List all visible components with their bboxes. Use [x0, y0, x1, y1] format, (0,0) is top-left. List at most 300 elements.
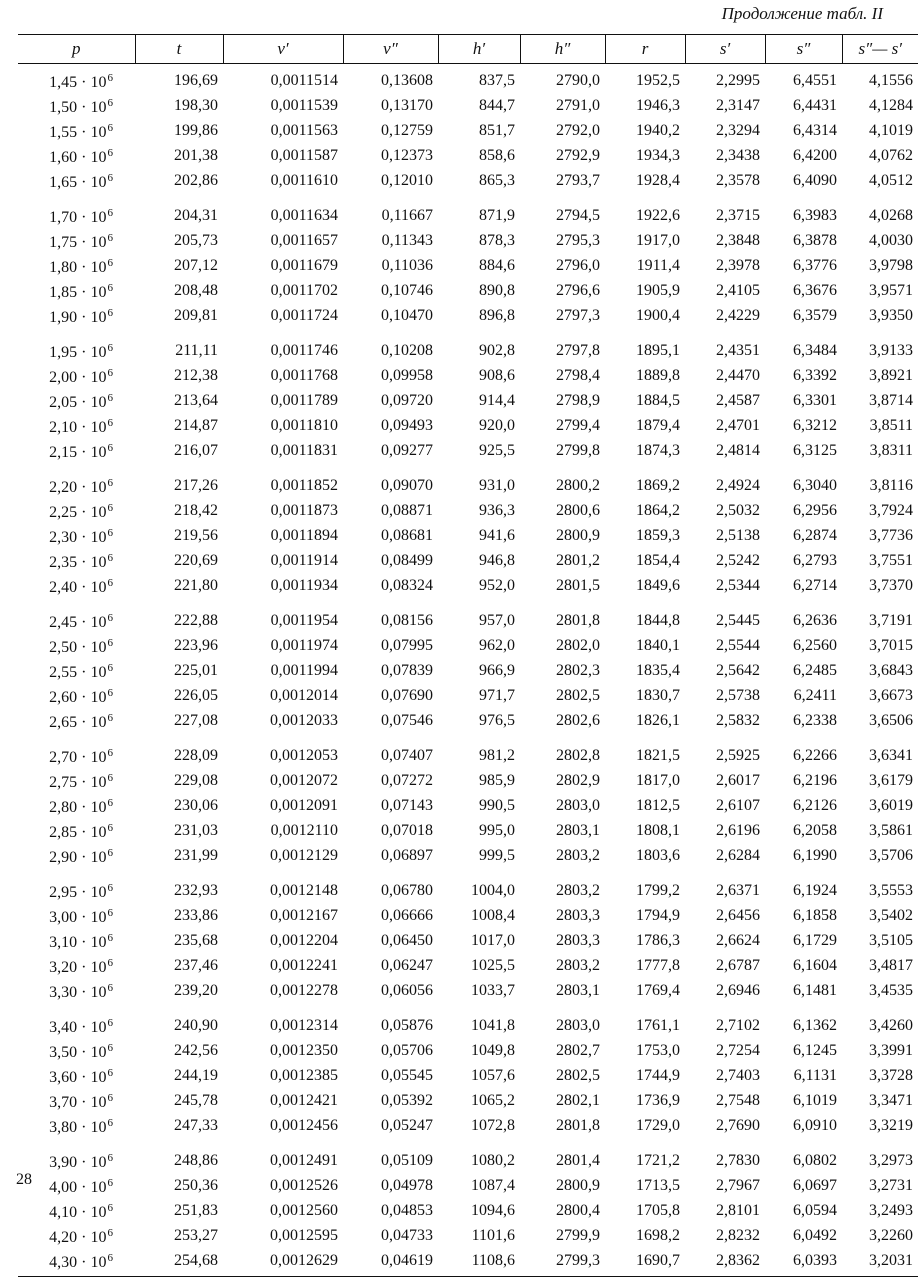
pressure-mantissa: 2,40 · 10 [49, 579, 107, 596]
cell-s-double-prime: 6,2560 [793, 636, 837, 654]
table-row [18, 118, 918, 143]
cell-v-double-prime: 0,08499 [381, 551, 433, 569]
cell-v-prime: 0,0012033 [270, 711, 338, 729]
pressure-exponent: 6 [107, 207, 113, 219]
cell-v-prime: 0,0011634 [270, 206, 338, 224]
pressure-mantissa: 3,50 · 10 [49, 1044, 107, 1061]
cell-s-difference: 3,3728 [869, 1066, 913, 1084]
cell-v-double-prime: 0,07546 [381, 711, 433, 729]
cell-h-prime: 1065,2 [471, 1091, 515, 1109]
table-row [18, 818, 918, 843]
pressure-exponent: 6 [107, 367, 113, 379]
cell-h-double-prime: 2802,9 [556, 771, 600, 789]
cell-s-double-prime: 6,0697 [793, 1176, 837, 1194]
cell-s-double-prime: 6,3392 [793, 366, 837, 384]
cell-s-difference: 3,3219 [869, 1116, 913, 1134]
pressure-exponent: 6 [107, 1252, 113, 1264]
cell-s-double-prime: 6,2793 [793, 551, 837, 569]
cell-r: 1777,8 [636, 956, 680, 974]
cell-v-double-prime: 0,12373 [381, 146, 433, 164]
cell-s-prime: 2,5544 [716, 636, 760, 654]
cell-h-double-prime: 2801,4 [556, 1151, 600, 1169]
pressure-exponent: 6 [107, 282, 113, 294]
cell-s-double-prime: 6,0492 [793, 1226, 837, 1244]
cell-v-double-prime: 0,04978 [381, 1176, 433, 1194]
pressure-exponent: 6 [107, 72, 113, 84]
cell-s-prime: 2,8101 [716, 1201, 760, 1219]
cell-s-prime: 2,6787 [716, 956, 760, 974]
cell-h-prime: 1025,5 [471, 956, 515, 974]
cell-v-double-prime: 0,06056 [381, 981, 433, 999]
cell-pressure [18, 733, 135, 768]
table-row [18, 868, 918, 903]
cell-v-prime: 0,0011657 [270, 231, 338, 249]
cell-r: 1736,9 [636, 1091, 680, 1109]
pressure-mantissa: 3,00 · 10 [49, 909, 107, 926]
cell-v-prime: 0,0011810 [270, 416, 338, 434]
cell-t: 237,46 [174, 956, 218, 974]
table-row [18, 573, 918, 598]
cell-v-prime: 0,0011954 [270, 611, 338, 629]
cell-h-prime: 844,7 [479, 96, 515, 114]
pressure-exponent: 6 [107, 442, 113, 454]
cell-v-double-prime: 0,09070 [381, 476, 433, 494]
pressure-mantissa: 2,50 · 10 [49, 639, 107, 656]
cell-s-prime: 2,7254 [716, 1041, 760, 1059]
pressure-mantissa: 2,65 · 10 [49, 714, 107, 731]
pressure-exponent: 6 [107, 477, 113, 489]
pressure-mantissa: 4,30 · 10 [49, 1254, 107, 1271]
cell-h-prime: 914,4 [479, 391, 515, 409]
col-header-t: t [135, 35, 223, 64]
table-row [18, 168, 918, 193]
pressure-exponent: 6 [107, 1042, 113, 1054]
cell-r: 1826,1 [636, 711, 680, 729]
cell-h-prime: 884,6 [479, 256, 515, 274]
cell-v-prime: 0,0011679 [270, 256, 338, 274]
cell-h-double-prime: 2800,9 [556, 1176, 600, 1194]
table-continuation-caption: Продолжение табл. II [721, 4, 883, 23]
cell-s-prime: 2,6371 [716, 881, 760, 899]
cell-s-prime: 2,3294 [716, 121, 760, 139]
table-row [18, 523, 918, 548]
cell-v-prime: 0,0012148 [270, 881, 338, 899]
cell-h-prime: 995,0 [479, 821, 515, 839]
cell-s-prime: 2,7548 [716, 1091, 760, 1109]
cell-r: 1830,7 [636, 686, 680, 704]
cell-pressure [18, 928, 135, 953]
cell-v-prime: 0,0012204 [270, 931, 338, 949]
cell-s-double-prime: 6,0910 [793, 1116, 837, 1134]
cell-pressure [18, 328, 135, 363]
cell-v-prime: 0,0011724 [270, 306, 338, 324]
cell-h-double-prime: 2799,4 [556, 416, 600, 434]
cell-s-prime: 2,6946 [716, 981, 760, 999]
cell-pressure [18, 413, 135, 438]
cell-v-double-prime: 0,07272 [381, 771, 433, 789]
cell-r: 1864,2 [636, 501, 680, 519]
cell-s-difference: 3,7551 [869, 551, 913, 569]
cell-s-prime: 2,5344 [716, 576, 760, 594]
cell-t: 211,11 [175, 341, 218, 359]
cell-t: 231,99 [174, 846, 218, 864]
cell-v-prime: 0,0012385 [270, 1066, 338, 1084]
cell-pressure [18, 438, 135, 463]
cell-s-double-prime: 6,3125 [793, 441, 837, 459]
pressure-mantissa: 2,60 · 10 [49, 689, 107, 706]
cell-h-double-prime: 2802,0 [556, 636, 600, 654]
pressure-exponent: 6 [107, 847, 113, 859]
cell-h-double-prime: 2799,3 [520, 1248, 605, 1277]
cell-s-difference: 4,0762 [869, 146, 913, 164]
cell-t: 222,88 [174, 611, 218, 629]
cell-t: 207,12 [174, 256, 218, 274]
cell-h-prime: 962,0 [479, 636, 515, 654]
cell-r: 1808,1 [636, 821, 680, 839]
pressure-exponent: 6 [107, 882, 113, 894]
cell-t: 202,86 [174, 171, 218, 189]
pressure-mantissa: 1,55 · 10 [49, 124, 107, 141]
cell-h-double-prime: 2796,0 [556, 256, 600, 274]
cell-s-prime: 2,6196 [716, 821, 760, 839]
col-header-v-double-prime: v″ [343, 35, 438, 64]
pressure-exponent: 6 [107, 417, 113, 429]
cell-v-prime: 0,0012314 [270, 1016, 338, 1034]
cell-h-double-prime: 2800,9 [556, 526, 600, 544]
table-row [18, 953, 918, 978]
table-row [18, 498, 918, 523]
cell-pressure [18, 1113, 135, 1138]
pressure-exponent: 6 [107, 122, 113, 134]
cell-h-prime: 999,5 [479, 846, 515, 864]
pressure-mantissa: 3,40 · 10 [49, 1019, 107, 1036]
cell-h-double-prime: 2796,6 [556, 281, 600, 299]
cell-s-difference: 3,2031 [842, 1248, 918, 1277]
cell-h-double-prime: 2795,3 [556, 231, 600, 249]
cell-v-double-prime: 0,09493 [381, 416, 433, 434]
cell-s-prime: 2,5925 [716, 746, 760, 764]
cell-v-prime: 0,0012595 [270, 1226, 338, 1244]
cell-h-double-prime: 2802,1 [556, 1091, 600, 1109]
pressure-mantissa: 2,15 · 10 [49, 444, 107, 461]
cell-s-prime: 2,5445 [716, 611, 760, 629]
cell-h-double-prime: 2797,3 [556, 306, 600, 324]
cell-s-double-prime: 6,4090 [793, 171, 837, 189]
cell-s-difference: 3,5706 [869, 846, 913, 864]
pressure-exponent: 6 [107, 577, 113, 589]
cell-s-double-prime: 6,1604 [793, 956, 837, 974]
table-row [18, 68, 918, 93]
pressure-mantissa: 3,70 · 10 [49, 1094, 107, 1111]
cell-r: 1803,6 [636, 846, 680, 864]
pressure-mantissa: 1,70 · 10 [49, 209, 107, 226]
cell-h-double-prime: 2792,0 [556, 121, 600, 139]
table-row [18, 843, 918, 868]
cell-v-prime: 0,0012091 [270, 796, 338, 814]
cell-h-double-prime: 2802,8 [556, 746, 600, 764]
cell-t: 208,48 [174, 281, 218, 299]
cell-v-double-prime: 0,10208 [381, 341, 433, 359]
cell-r: 1786,3 [636, 931, 680, 949]
cell-h-double-prime: 2802,3 [556, 661, 600, 679]
cell-h-prime: 985,9 [479, 771, 515, 789]
cell-s-prime: 2,3715 [716, 206, 760, 224]
cell-pressure [18, 143, 135, 168]
cell-pressure [18, 868, 135, 903]
cell-s-double-prime: 6,2714 [793, 576, 837, 594]
cell-h-double-prime: 2802,5 [556, 1066, 600, 1084]
cell-h-prime: 1041,8 [471, 1016, 515, 1034]
cell-t: 227,08 [174, 711, 218, 729]
cell-t: 250,36 [174, 1176, 218, 1194]
cell-s-difference: 3,2731 [869, 1176, 913, 1194]
cell-r: 1917,0 [636, 231, 680, 249]
pressure-exponent: 6 [107, 257, 113, 269]
pressure-exponent: 6 [107, 307, 113, 319]
steam-properties-table [18, 34, 918, 1277]
cell-s-double-prime: 6,1990 [793, 846, 837, 864]
cell-s-double-prime: 6,4200 [793, 146, 837, 164]
cell-s-difference: 4,1284 [869, 96, 913, 114]
cell-v-prime: 0,0011894 [270, 526, 338, 544]
pressure-mantissa: 1,65 · 10 [49, 174, 107, 191]
table-row [18, 388, 918, 413]
cell-v-double-prime: 0,05109 [381, 1151, 433, 1169]
cell-h-double-prime: 2797,8 [556, 341, 600, 359]
cell-t: 221,80 [174, 576, 218, 594]
cell-v-double-prime: 0,08156 [381, 611, 433, 629]
cell-h-double-prime: 2801,8 [556, 1116, 600, 1134]
cell-pressure [18, 708, 135, 733]
pressure-exponent: 6 [107, 232, 113, 244]
cell-v-double-prime: 0,07407 [381, 746, 433, 764]
cell-h-double-prime: 2803,2 [556, 956, 600, 974]
cell-r: 1895,1 [636, 341, 680, 359]
cell-v-double-prime: 0,05392 [381, 1091, 433, 1109]
pressure-mantissa: 2,55 · 10 [49, 664, 107, 681]
pressure-mantissa: 2,85 · 10 [49, 824, 107, 841]
cell-v-prime: 0,0011746 [270, 341, 338, 359]
cell-s-double-prime: 6,1131 [793, 1066, 837, 1084]
table-row [18, 658, 918, 683]
table-row [18, 413, 918, 438]
table-row [18, 793, 918, 818]
cell-r: 1761,1 [636, 1016, 680, 1034]
cell-s-double-prime: 6,4314 [793, 121, 837, 139]
table-row [18, 903, 918, 928]
cell-pressure [18, 303, 135, 328]
cell-h-prime: 890,8 [479, 281, 515, 299]
cell-s-double-prime: 6,2411 [793, 686, 837, 704]
pressure-mantissa: 4,20 · 10 [49, 1229, 107, 1246]
cell-pressure [18, 498, 135, 523]
cell-h-prime: 990,5 [479, 796, 515, 814]
cell-v-prime: 0,0011539 [270, 96, 338, 114]
pressure-exponent: 6 [107, 1067, 113, 1079]
col-header-s-difference: s″— s′ [842, 35, 918, 64]
cell-t: 205,73 [174, 231, 218, 249]
cell-h-prime: 1057,6 [471, 1066, 515, 1084]
cell-h-prime: 931,0 [479, 476, 515, 494]
cell-r: 1940,2 [636, 121, 680, 139]
cell-h-double-prime: 2800,2 [556, 476, 600, 494]
cell-pressure [18, 658, 135, 683]
cell-r: 1911,4 [636, 256, 680, 274]
cell-v-double-prime: 0,07839 [381, 661, 433, 679]
cell-v-double-prime: 0,04619 [343, 1248, 438, 1277]
cell-pressure [18, 68, 135, 93]
cell-h-prime: 871,9 [479, 206, 515, 224]
table-row [18, 1173, 918, 1198]
cell-s-difference: 3,6019 [869, 796, 913, 814]
table-row [18, 463, 918, 498]
pressure-mantissa: 1,60 · 10 [49, 149, 107, 166]
cell-pressure [18, 228, 135, 253]
cell-h-double-prime: 2803,2 [556, 881, 600, 899]
cell-h-prime: 837,5 [479, 71, 515, 89]
table-row [18, 768, 918, 793]
cell-v-prime: 0,0012129 [270, 846, 338, 864]
cell-t: 242,56 [174, 1041, 218, 1059]
cell-s-difference: 4,0030 [869, 231, 913, 249]
cell-h-prime: 981,2 [479, 746, 515, 764]
cell-r: 1889,8 [636, 366, 680, 384]
cell-v-double-prime: 0,13170 [381, 96, 433, 114]
cell-s-double-prime: 6,0594 [793, 1201, 837, 1219]
cell-s-double-prime: 6,4431 [793, 96, 837, 114]
cell-r: 1905,9 [636, 281, 680, 299]
table-body [18, 64, 918, 1277]
cell-s-difference: 4,1019 [869, 121, 913, 139]
cell-s-difference: 3,9350 [869, 306, 913, 324]
cell-t: 220,69 [174, 551, 218, 569]
pressure-mantissa: 3,80 · 10 [49, 1119, 107, 1136]
cell-v-double-prime: 0,09277 [381, 441, 433, 459]
cell-v-prime: 0,0012278 [270, 981, 338, 999]
cell-r: 1900,4 [636, 306, 680, 324]
cell-s-prime: 2,6284 [716, 846, 760, 864]
cell-r: 1817,0 [636, 771, 680, 789]
cell-s-prime: 2,6624 [716, 931, 760, 949]
cell-s-difference: 3,7736 [869, 526, 913, 544]
cell-s-difference: 3,6179 [869, 771, 913, 789]
table-row [18, 1003, 918, 1038]
cell-s-prime: 2,4587 [716, 391, 760, 409]
cell-r: 1753,0 [636, 1041, 680, 1059]
cell-v-double-prime: 0,13608 [381, 71, 433, 89]
cell-s-prime: 2,7102 [716, 1016, 760, 1034]
cell-pressure [18, 978, 135, 1003]
pressure-mantissa: 1,80 · 10 [49, 259, 107, 276]
cell-h-prime: 925,5 [479, 441, 515, 459]
cell-t: 239,20 [174, 981, 218, 999]
cell-s-prime: 2,5738 [716, 686, 760, 704]
cell-s-difference: 3,5553 [869, 881, 913, 899]
cell-h-prime: 1033,7 [471, 981, 515, 999]
cell-h-double-prime: 2803,0 [556, 1016, 600, 1034]
cell-pressure [18, 1173, 135, 1198]
pressure-mantissa: 4,10 · 10 [49, 1204, 107, 1221]
cell-t: 229,08 [174, 771, 218, 789]
cell-v-prime: 0,0011873 [270, 501, 338, 519]
table-row [18, 733, 918, 768]
cell-s-difference: 3,7370 [869, 576, 913, 594]
cell-h-prime: 902,8 [479, 341, 515, 359]
pressure-exponent: 6 [107, 392, 113, 404]
cell-pressure [18, 903, 135, 928]
cell-pressure [18, 818, 135, 843]
table-row [18, 683, 918, 708]
cell-s-double-prime: 6,2196 [793, 771, 837, 789]
cell-s-double-prime: 6,3212 [793, 416, 837, 434]
pressure-exponent: 6 [107, 342, 113, 354]
cell-s-prime: 2,3438 [716, 146, 760, 164]
cell-r: 1744,9 [636, 1066, 680, 1084]
col-header-s-double-prime: s″ [765, 35, 842, 64]
cell-v-prime: 0,0011563 [270, 121, 338, 139]
cell-t: 212,38 [174, 366, 218, 384]
cell-v-prime: 0,0012526 [270, 1176, 338, 1194]
cell-s-prime: 2,7690 [716, 1116, 760, 1134]
cell-t: 219,56 [174, 526, 218, 544]
cell-v-prime: 0,0011768 [270, 366, 338, 384]
cell-s-difference: 3,9133 [869, 341, 913, 359]
cell-v-prime: 0,0011587 [270, 146, 338, 164]
pressure-mantissa: 1,85 · 10 [49, 284, 107, 301]
cell-s-prime: 2,6017 [716, 771, 760, 789]
cell-s-double-prime: 6,3983 [793, 206, 837, 224]
cell-v-prime: 0,0011514 [270, 71, 338, 89]
cell-pressure [18, 1223, 135, 1248]
cell-pressure [18, 168, 135, 193]
cell-s-double-prime: 6,2636 [793, 611, 837, 629]
cell-pressure [18, 683, 135, 708]
cell-v-double-prime: 0,05247 [381, 1116, 433, 1134]
cell-s-difference: 3,3471 [869, 1091, 913, 1109]
cell-s-difference: 4,0268 [869, 206, 913, 224]
cell-r: 1952,5 [636, 71, 680, 89]
cell-t: 248,86 [174, 1151, 218, 1169]
pressure-exponent: 6 [107, 907, 113, 919]
cell-v-double-prime: 0,09958 [381, 366, 433, 384]
cell-h-prime: 920,0 [479, 416, 515, 434]
cell-s-prime: 2,5032 [716, 501, 760, 519]
cell-s-prime: 2,4470 [716, 366, 760, 384]
cell-t: 218,42 [174, 501, 218, 519]
cell-h-double-prime: 2798,4 [556, 366, 600, 384]
cell-s-difference: 3,8311 [869, 441, 913, 459]
cell-r: 1812,5 [636, 796, 680, 814]
cell-v-prime: 0,0012350 [270, 1041, 338, 1059]
cell-h-double-prime: 2798,9 [556, 391, 600, 409]
pressure-exponent: 6 [107, 712, 113, 724]
cell-r: 1698,2 [636, 1226, 680, 1244]
cell-t: 216,07 [174, 441, 218, 459]
pressure-exponent: 6 [107, 97, 113, 109]
cell-t: 251,83 [174, 1201, 218, 1219]
cell-v-double-prime: 0,05706 [381, 1041, 433, 1059]
cell-h-double-prime: 2800,4 [556, 1201, 600, 1219]
cell-pressure [18, 388, 135, 413]
pressure-exponent: 6 [107, 1227, 113, 1239]
cell-h-prime: 976,5 [479, 711, 515, 729]
cell-h-prime: 1004,0 [471, 881, 515, 899]
cell-r: 1946,3 [636, 96, 680, 114]
cell-r: 1922,6 [636, 206, 680, 224]
cell-s-difference: 3,9571 [869, 281, 913, 299]
cell-v-double-prime: 0,11667 [381, 206, 433, 224]
cell-pressure [18, 598, 135, 633]
